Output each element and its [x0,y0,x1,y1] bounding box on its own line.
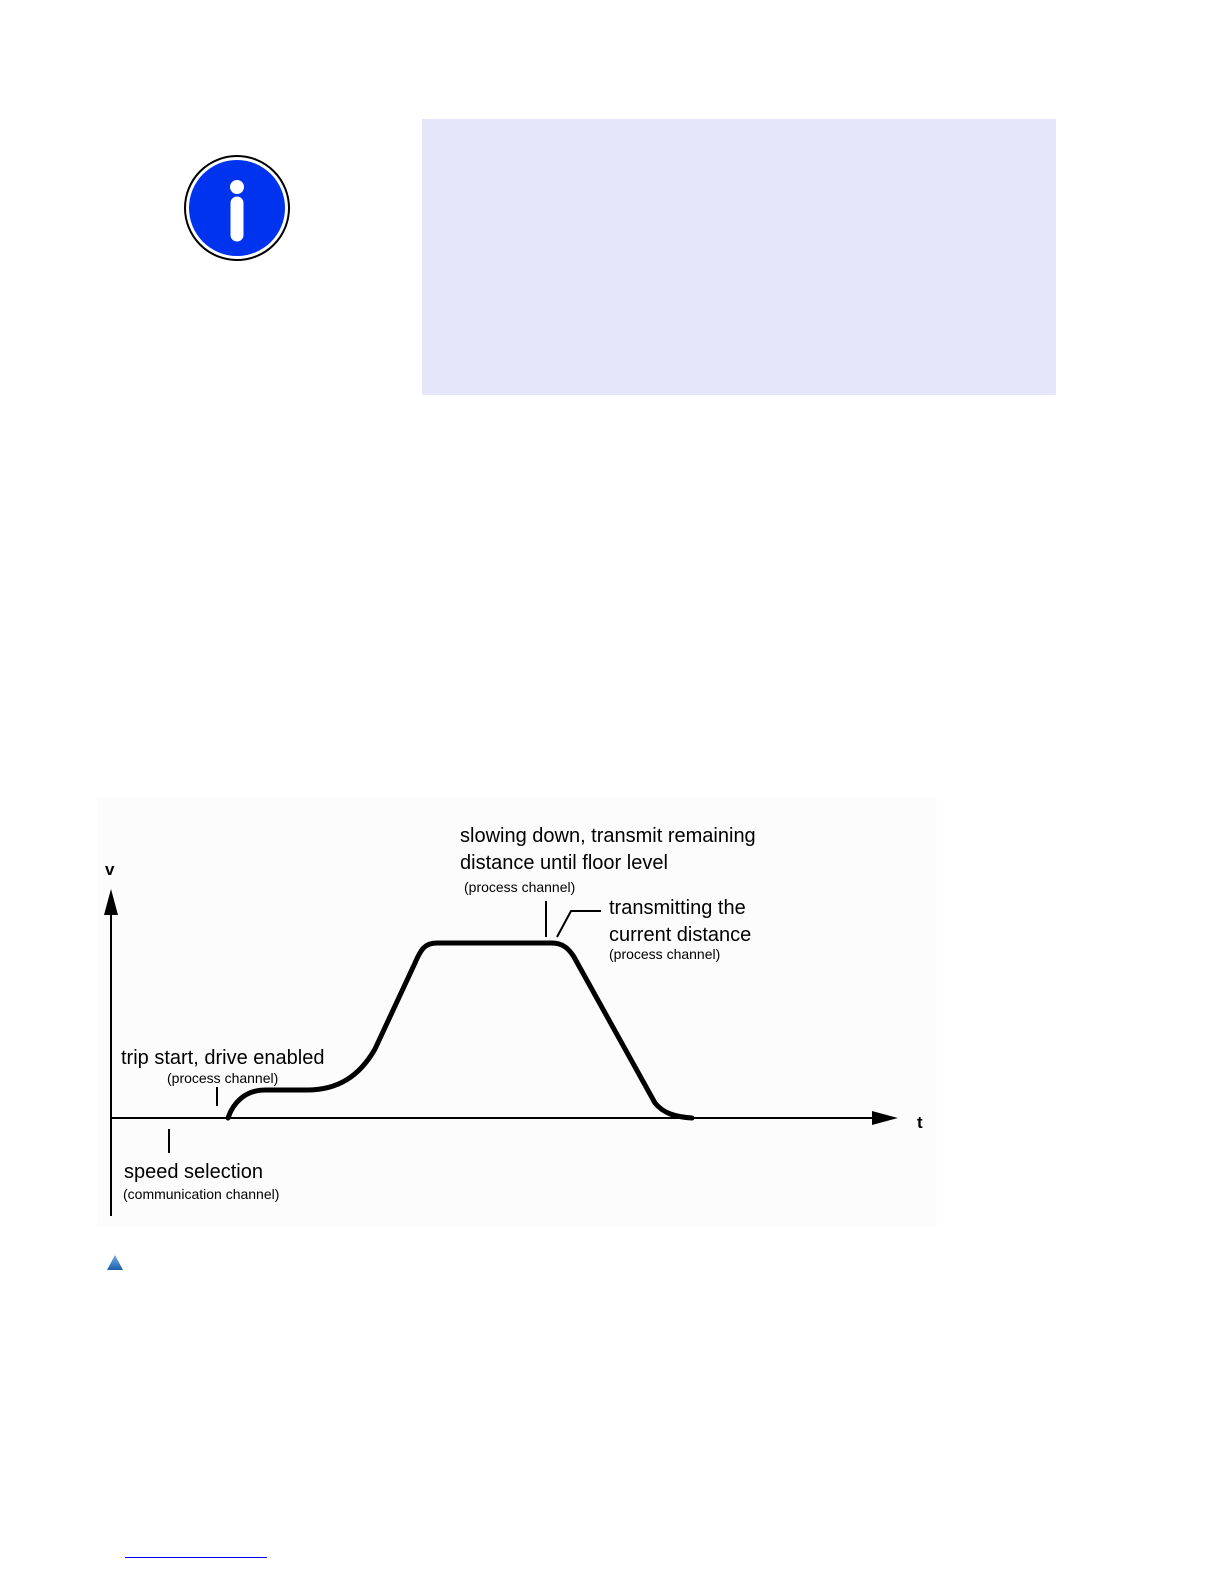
back-to-top-icon[interactable] [106,1253,126,1273]
transmitting-label-line1: transmitting the [609,897,746,919]
slowing-down-label-line2: distance until floor level [460,852,668,874]
trip-start-label: trip start, drive enabled [121,1047,325,1069]
transmitting-label-line2: current distance [609,924,752,946]
speed-selection-label: speed selection [124,1161,263,1183]
info-icon [183,154,291,262]
trip-start-channel-label: (process channel) [167,1070,279,1086]
speed-profile-diagram [97,797,937,1227]
v-axis-arrowhead [104,889,118,915]
transmitting-channel-label: (process channel) [609,946,721,962]
speed-selection-channel-label: (communication channel) [123,1186,280,1202]
t-axis-label: t [917,1113,923,1132]
speed-curve [228,943,692,1118]
footnote-separator [125,1557,267,1558]
transmitting-distance-pointer [557,911,601,937]
slowing-down-channel-label: (process channel) [464,879,576,895]
v-axis-label: v [105,860,115,879]
info-note-box [422,119,1056,395]
slowing-down-label-line1: slowing down, transmit remaining [460,825,756,847]
t-axis-arrowhead [872,1111,898,1125]
